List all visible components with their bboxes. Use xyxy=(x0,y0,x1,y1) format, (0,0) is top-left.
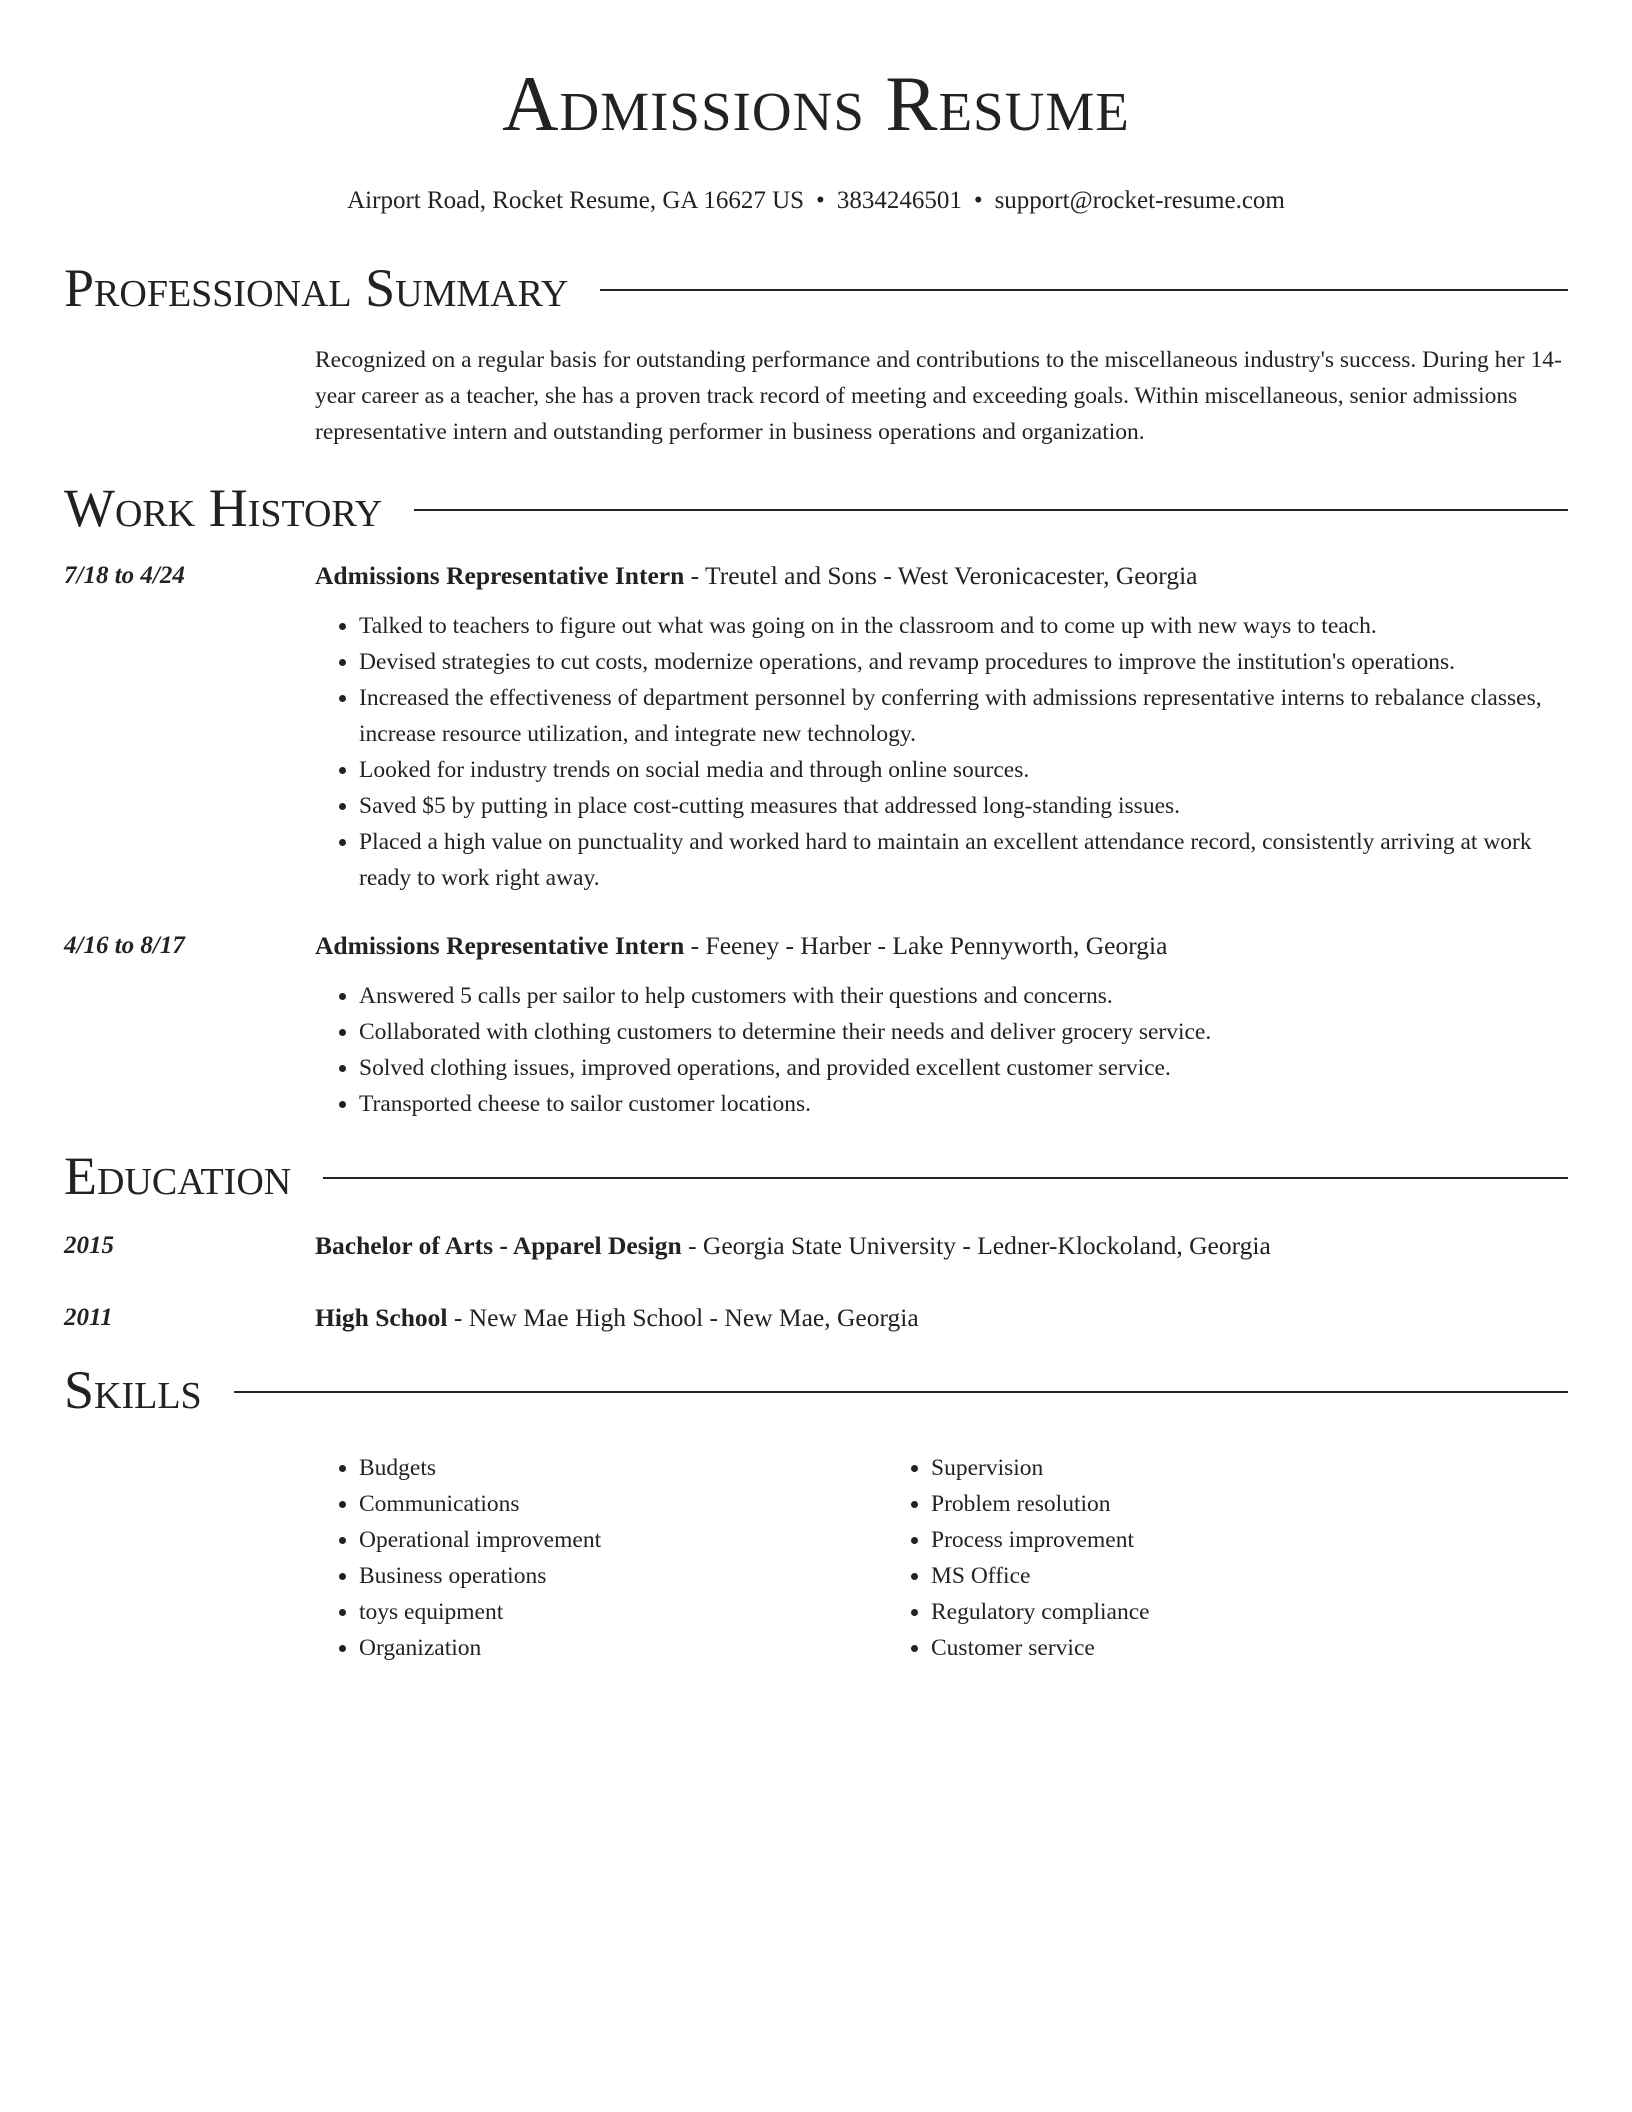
education-entry xyxy=(64,1300,1568,1336)
education-section-title: Education xyxy=(64,1146,292,1206)
skill-item: • Business operations xyxy=(359,1558,887,1594)
skill-item: • toys equipment xyxy=(359,1594,887,1630)
education-details: - New Mae High School - New Mae, Georgia xyxy=(447,1303,919,1332)
skill-item: • Regulatory compliance xyxy=(931,1594,1459,1630)
job-bullet: • Solved clothing issues, improved operations, and provided excellent customer service. xyxy=(359,1050,1568,1086)
job-role: Admissions Representative Intern xyxy=(315,931,685,960)
education-details: - Georgia State University - Ledner-Klockoland, Georgia xyxy=(681,1231,1271,1260)
job-entry xyxy=(64,558,1568,896)
skill-item: • Customer service xyxy=(931,1630,1459,1666)
skill-item: • Communications xyxy=(359,1486,887,1522)
skills-column-right xyxy=(887,1450,1459,1666)
job-bullet: • Placed a high value on punctuality and worked hard to maintain an excellent attendance record, consistently arriving at work ready to work right away. xyxy=(359,824,1568,896)
resume-name: Admissions Resume xyxy=(502,60,1130,147)
summary-text: Recognized on a regular basis for outstanding performance and contributions to the miscellaneous industry's success. During her 14-year career as a teacher, she has a proven track record of meeting and exceeding goals. Within miscellaneous, senior admissions representative intern and outstanding performer in business operations and organization. xyxy=(315,347,1562,445)
skills-section-title: Skills xyxy=(64,1360,202,1420)
skill-item: • Operational improvement xyxy=(359,1522,887,1558)
work-section-header xyxy=(64,476,1568,540)
section-divider xyxy=(234,1391,1568,1393)
job-details: - Feeney - Harber - Lake Pennyworth, Georgia xyxy=(684,931,1168,960)
skill-item: • Process improvement xyxy=(931,1522,1459,1558)
summary-section-header xyxy=(64,256,1568,320)
section-divider xyxy=(600,289,1568,291)
section-divider xyxy=(414,509,1568,511)
education-heading xyxy=(315,1228,1271,1264)
job-body xyxy=(315,558,1568,896)
job-bullet: • Saved $5 by putting in place cost-cutting measures that addressed long-standing issues. xyxy=(359,788,1568,824)
job-bullet: • Transported cheese to sailor customer locations. xyxy=(359,1086,1568,1122)
job-details: - Treutel and Sons - West Veronicacester, Georgia xyxy=(684,561,1198,590)
work-section-title: Work History xyxy=(64,478,383,538)
skill-item: • Supervision xyxy=(931,1450,1459,1486)
skill-item: • Problem resolution xyxy=(931,1486,1459,1522)
job-body xyxy=(315,928,1568,1122)
education-entry xyxy=(64,1228,1568,1264)
job-dates: 4/16 to 8/17 xyxy=(64,932,185,959)
contact-address: Airport Road, Rocket Resume, GA 16627 US xyxy=(347,187,805,214)
job-role: Admissions Representative Intern xyxy=(315,561,685,590)
skill-item: • Organization xyxy=(359,1630,887,1666)
job-bullet: • Devised strategies to cut costs, modernize operations, and revamp procedures to improve the institution's operations. xyxy=(359,644,1568,680)
contact-email: support@rocket-resume.com xyxy=(994,187,1285,214)
job-bullet: • Collaborated with clothing customers to determine their needs and deliver grocery service. xyxy=(359,1014,1568,1050)
education-heading xyxy=(315,1300,919,1336)
education-section-header xyxy=(64,1144,1568,1208)
education-year: 2011 xyxy=(64,1304,113,1331)
education-degree: Bachelor of Arts - Apparel Design xyxy=(315,1231,682,1260)
skills-section-header xyxy=(64,1358,1568,1422)
skill-item: • Budgets xyxy=(359,1450,887,1486)
education-year: 2015 xyxy=(64,1232,114,1259)
skill-item: • MS Office xyxy=(931,1558,1459,1594)
job-bullet: • Increased the effectiveness of department personnel by conferring with admissions representative interns to rebalance classes, increase resource utilization, and integrate new technology. xyxy=(359,680,1568,752)
contact-separator: • xyxy=(973,187,983,214)
job-heading xyxy=(315,558,1568,594)
contact-phone: 3834246501 xyxy=(836,187,962,214)
job-bullets xyxy=(315,608,1568,896)
contact-separator: • xyxy=(816,187,825,214)
job-heading xyxy=(315,928,1568,964)
section-divider xyxy=(323,1177,1568,1179)
job-bullet: • Looked for industry trends on social media and through online sources. xyxy=(359,752,1568,788)
job-bullet: • Talked to teachers to figure out what was going on in the classroom and to come up with new ways to teach. xyxy=(359,608,1568,644)
contact-line xyxy=(64,186,1568,216)
skills-column-left xyxy=(315,1450,887,1666)
job-dates: 7/18 to 4/24 xyxy=(64,562,185,589)
education-degree: High School xyxy=(315,1303,448,1332)
skills-list xyxy=(315,1450,1568,1666)
job-bullets xyxy=(315,978,1568,1122)
job-bullet: • Answered 5 calls per sailor to help customers with their questions and concerns. xyxy=(359,978,1568,1014)
summary-section-title: Professional Summary xyxy=(64,258,569,318)
job-entry xyxy=(64,928,1568,1122)
